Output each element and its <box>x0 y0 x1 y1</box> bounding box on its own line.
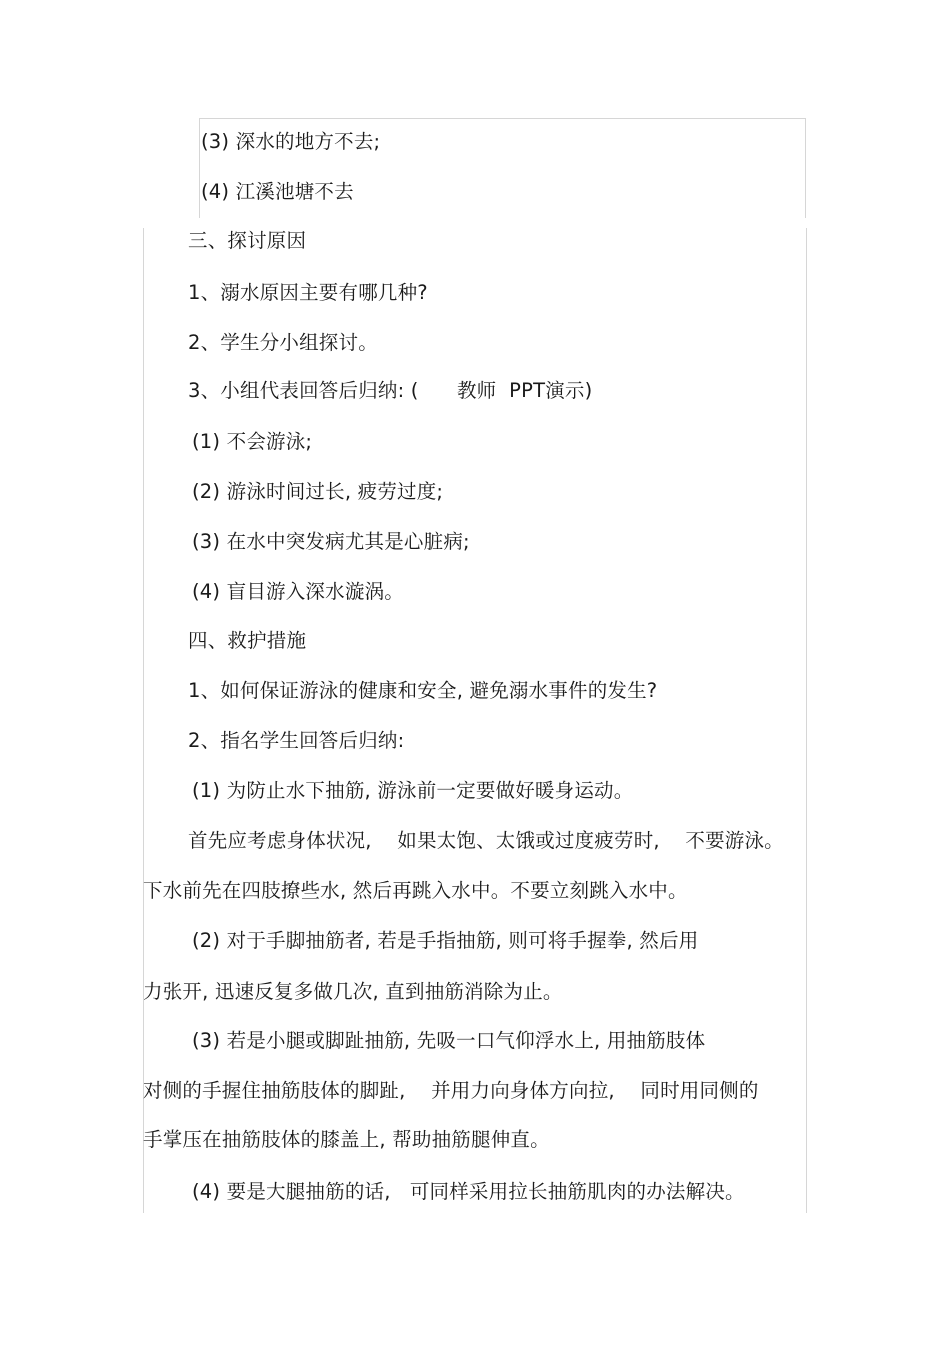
list-item: (4) 盲目游入深水漩涡。 <box>192 580 404 603</box>
paragraph: 下水前先在四肢撩些水, 然后再跳入水中。不要立刻跳入水中。 <box>143 879 688 902</box>
section-heading: 四、救护措施 <box>188 629 307 652</box>
list-item: (1) 为防止水下抽筋, 游泳前一定要做好暖身运动。 <box>192 779 634 802</box>
list-item: (4) 要是大腿抽筋的话, 可同样采用拉长抽筋肌肉的办法解决。 <box>192 1180 745 1203</box>
list-item: (2) 游泳时间过长, 疲劳过度; <box>192 480 444 503</box>
page-frame-main <box>143 228 807 1213</box>
paragraph: 力张开, 迅速反复多做几次, 直到抽筋消除为止。 <box>143 980 563 1003</box>
list-item: (3) 若是小腿或脚趾抽筋, 先吸一口气仰浮水上, 用抽筋肢体 <box>192 1029 706 1052</box>
paragraph: 2、指名学生回答后归纳: <box>188 729 405 752</box>
list-item: (3) 深水的地方不去; <box>201 130 381 153</box>
paragraph: 对侧的手握住抽筋肢体的脚趾, 并用力向身体方向拉, 同时用同侧的 <box>143 1079 759 1102</box>
list-item: (4) 江溪池塘不去 <box>201 180 354 203</box>
list-item: (3) 在水中突发病尤其是心脏病; <box>192 530 470 553</box>
list-item: (2) 对于手脚抽筋者, 若是手指抽筋, 则可将手握拳, 然后用 <box>192 929 699 952</box>
paragraph: 1、如何保证游泳的健康和安全, 避免溺水事件的发生? <box>188 679 658 702</box>
paragraph: 1、溺水原因主要有哪几种? <box>188 281 428 304</box>
paragraph: 2、学生分小组探讨。 <box>188 331 378 354</box>
paragraph: 手掌压在抽筋肢体的膝盖上, 帮助抽筋腿伸直。 <box>143 1128 550 1151</box>
paragraph: 首先应考虑身体状况, 如果太饱、太饿或过度疲劳时, 不要游泳。 <box>188 829 784 852</box>
paragraph: 3、小组代表回答后归纳: ( 教师 PPT演示) <box>188 379 593 402</box>
section-heading: 三、探讨原因 <box>188 229 307 252</box>
list-item: (1) 不会游泳; <box>192 430 313 453</box>
